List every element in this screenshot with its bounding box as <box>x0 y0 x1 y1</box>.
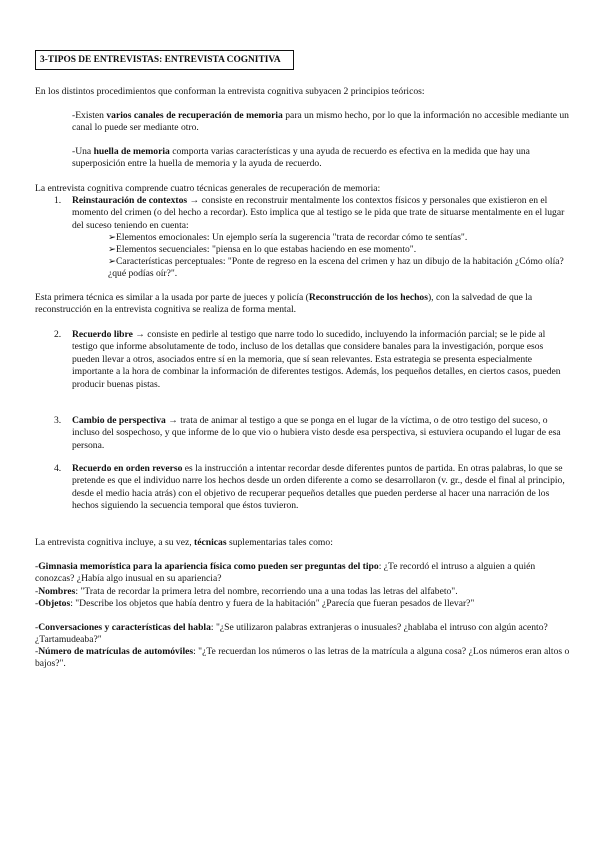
technique-1: Reinstauración de contextos → consiste en reconstruir mentalmente los contextos físicos y personales que existieron en el momento del crimen (o del hecho a recordar). Esto implica que al testigo se le pida que trate de situarse mentalmente en el lugar del suceso teniendo en cuenta: <box>72 195 565 231</box>
supplementary-item: -Objetos: "Describe los objetos que había dentro y fuera de la habitación" ¿Parecía que fueran pesados de llevar?" <box>35 598 475 609</box>
item-number: 2. <box>54 329 62 340</box>
technique-4: Recuerdo en orden reverso es la instrucción a intentar recordar desde diferentes puntos de partida. En otras palabras, lo que se pretende es que el individuo narre los hechos desde un orden diferente a como se desarrollaron (v. gr., desde el final al principio, desde el medio hacia atrás) con el objetivo de recuperar pequeños detalles que pueden perderse al hacer una narración de los hechos siguiendo la secuencia temporal que éstos tuvieron. <box>72 463 565 512</box>
technique-2: Recuerdo libre → consiste en pedirle al testigo que narre todo lo sucedido, incluyendo la información parcial; se le pide al testigo que informe absolutamente de todo, incluso de los detallas que considere banales para la investigación, porque esos pueden llevar a otros, asociados entre sí en la memoria, que sí sean relevantes. Esta estrategia se presenta especialmente importante a la hora de combinar la información de diferentes testigos. Además, los pequeños detalles, en ciertos casos, pueden producir buenas pistas. <box>72 329 561 390</box>
techniques-intro: La entrevista cognitiva comprende cuatro técnicas generales de recuperación de memoria: <box>35 183 381 194</box>
sub-item: ➢Características perceptuales: "Ponte de regreso en la escena del crimen y haz un dibujo de la habitación ¿Cómo olía? ¿qué podías oír?". <box>108 256 564 280</box>
item-number: 4. <box>54 463 62 474</box>
supplementary-item: -Conversaciones y características del habla: "¿Se utilizaron palabras extranjeras o inusuales? ¿hablaba el intruso con algún acento? ¿Tartamudeaba?" <box>35 622 548 646</box>
intro-paragraph: En los distintos procedimientos que conforman la entrevista cognitiva subyacen 2 principios teóricos: <box>35 86 425 97</box>
principle-1: -Existen varios canales de recuperación de memoria para un mismo hecho, por lo que la información no accesible mediante un canal lo puede ser mediante otro. <box>72 110 569 134</box>
item-number: 3. <box>54 415 62 426</box>
item-number: 1. <box>54 195 62 206</box>
section-title: 3-TIPOS DE ENTREVISTAS: ENTREVISTA COGNITIVA <box>35 50 294 70</box>
supplementary-item: -Nombres: "Trata de recordar la primera letra del nombre, recorriendo una a una todas las letras del alfabeto". <box>35 586 458 597</box>
supplementary-item: -Número de matrículas de automóviles: "¿Te recuerdan los números o las letras de la matrícula a alguna cosa? ¿Los números eran altos o bajos?". <box>35 646 570 670</box>
technique-3: Cambio de perspectiva → trata de animar al testigo a que se ponga en el lugar de la víctima, o de otro testigo del suceso, o incluso del sospechoso, y que informe de lo que vio o hubiera visto desde esa perspectiva, si estuviera ocupando el lugar de esa persona. <box>72 415 561 451</box>
sub-item: ➢Elementos secuenciales: "piensa en lo que estabas haciendo en ese momento". <box>108 244 417 255</box>
similar-paragraph: Esta primera técnica es similar a la usada por parte de jueces y policía (Reconstrucción de los hechos), con la salvedad de que la reconstrucción en la entrevista cognitiva se realiza de forma mental. <box>35 292 533 316</box>
sub-item: ➢Elementos emocionales: Un ejemplo sería la sugerencia "trata de recordar cómo te sentías". <box>108 232 468 243</box>
principle-2: -Una huella de memoria comporta varias características y una ayuda de recuerdo es efectiva en la medida que hay una superposición entre la huella de memoria y la ayuda de recuerdo. <box>72 146 530 170</box>
supplementary-item: -Gimnasia memorística para la apariencia física como pueden ser preguntas del tipo: ¿Te recordó el intruso a alguien a quién conozcas? ¿Había algo inusual en su apariencia? <box>35 561 536 585</box>
supplementary-intro: La entrevista cognitiva incluye, a su vez, técnicas suplementarias tales como: <box>35 537 333 548</box>
